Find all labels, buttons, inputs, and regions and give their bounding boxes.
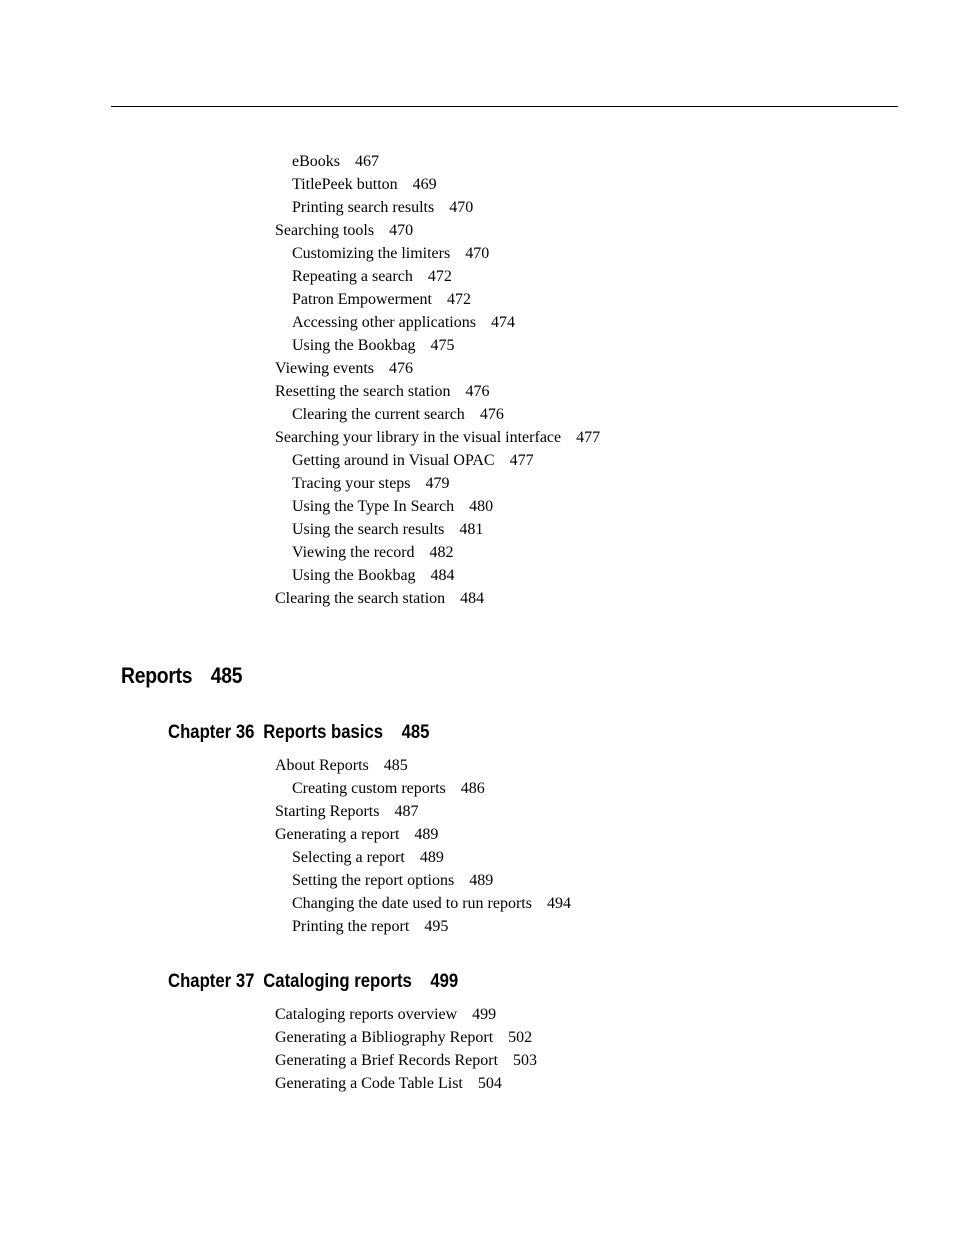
toc-entry-page: 477 — [576, 429, 601, 446]
part-heading[interactable] — [121, 662, 242, 690]
toc-entry[interactable] — [292, 497, 493, 517]
toc-entry-title: Clearing the search station — [275, 590, 446, 607]
toc-entry[interactable] — [275, 802, 418, 822]
toc-entry-page: 495 — [424, 918, 449, 935]
chapter-page: 485 — [401, 722, 430, 743]
toc-entry-title: Generating a Bibliography Report — [275, 1029, 494, 1046]
toc-entry[interactable] — [292, 779, 485, 799]
toc-entry-page: 472 — [446, 291, 471, 308]
toc-entry[interactable] — [275, 1028, 532, 1048]
toc-entry-title: Using the Type In Search — [292, 498, 455, 515]
chapter-heading[interactable] — [168, 721, 429, 745]
toc-entry-title: Getting around in Visual OPAC — [292, 452, 495, 469]
toc-entry-title: Using the search results — [292, 521, 445, 538]
toc-entry-page: 480 — [469, 498, 494, 515]
toc-entry-page: 487 — [394, 803, 419, 820]
toc-entry-page: 470 — [389, 222, 414, 239]
toc-entry-page: 476 — [479, 406, 504, 423]
toc-entry[interactable] — [292, 917, 448, 937]
toc-entry[interactable] — [292, 451, 534, 471]
toc-entry[interactable] — [292, 313, 515, 333]
toc-entry-title: Creating custom reports — [292, 780, 446, 797]
toc-entry-page: 485 — [383, 757, 408, 774]
toc-entry[interactable] — [275, 359, 413, 379]
toc-entry-title: Printing the report — [292, 918, 410, 935]
chapter-page: 499 — [430, 971, 459, 992]
toc-entry-title: Searching your library in the visual interface — [275, 429, 562, 446]
toc-entry-page: 476 — [389, 360, 414, 377]
toc-entry[interactable] — [292, 848, 444, 868]
toc-entry-title: Clearing the current search — [292, 406, 465, 423]
toc-entry-title: Tracing your steps — [292, 475, 411, 492]
chapter-number: Chapter 36 — [168, 722, 255, 743]
toc-entry-page: 477 — [509, 452, 534, 469]
toc-entry-page: 502 — [508, 1029, 533, 1046]
toc-entry[interactable] — [275, 589, 484, 609]
toc-entry-title: Selecting a report — [292, 849, 405, 866]
toc-entry-page: 499 — [472, 1006, 497, 1023]
toc-entry-page: 476 — [465, 383, 490, 400]
toc-entry[interactable] — [292, 244, 489, 264]
toc-entry[interactable] — [292, 543, 454, 563]
toc-entry-title: Generating a report — [275, 826, 400, 843]
toc-entry-page: 469 — [412, 176, 437, 193]
toc-entry-page: 474 — [490, 314, 515, 331]
toc-entry-title: Changing the date used to run reports — [292, 895, 532, 912]
toc-entry-title: Printing search results — [292, 199, 435, 216]
toc-entry-title: Using the Bookbag — [292, 337, 416, 354]
toc-entry[interactable] — [292, 175, 437, 195]
toc-entry-title: Accessing other applications — [292, 314, 476, 331]
toc-entry[interactable] — [292, 894, 571, 914]
toc-entry-page: 489 — [414, 826, 439, 843]
toc-entry[interactable] — [292, 405, 504, 425]
toc-entry-page: 503 — [513, 1052, 538, 1069]
toc-entry[interactable] — [292, 198, 473, 218]
toc-entry-title: Viewing the record — [292, 544, 415, 561]
toc-entry-page: 484 — [430, 567, 455, 584]
toc-entry-page: 504 — [477, 1075, 502, 1092]
toc-entry-page: 470 — [449, 199, 474, 216]
toc-entry-page: 486 — [460, 780, 485, 797]
toc-entry-page: 475 — [430, 337, 455, 354]
toc-entry-title: Patron Empowerment — [292, 291, 432, 308]
header-rule — [111, 106, 898, 107]
chapter-title: Cataloging reports — [263, 971, 412, 992]
toc-entry[interactable] — [292, 152, 379, 172]
toc-entry[interactable] — [292, 474, 450, 494]
toc-entry[interactable] — [292, 336, 455, 356]
toc-entry[interactable] — [275, 1005, 496, 1025]
toc-entry[interactable] — [275, 428, 600, 448]
toc-entry-title: Generating a Brief Records Report — [275, 1052, 499, 1069]
toc-entry[interactable] — [275, 382, 490, 402]
toc-entry-title: TitlePeek button — [292, 176, 398, 193]
part-title: Reports — [121, 663, 193, 688]
chapter-title: Reports basics — [263, 722, 384, 743]
toc-entry-title: Generating a Code Table List — [275, 1075, 463, 1092]
toc-entry[interactable] — [275, 221, 413, 241]
chapter-heading[interactable] — [168, 970, 458, 994]
toc-entry-title: Cataloging reports overview — [275, 1006, 458, 1023]
toc-entry-page: 484 — [460, 590, 485, 607]
toc-entry-page: 467 — [355, 153, 379, 170]
toc-entry-page: 482 — [429, 544, 454, 561]
toc-entry[interactable] — [275, 756, 408, 776]
toc-entry-title: Customizing the limiters — [292, 245, 451, 262]
toc-entry-title: Viewing events — [275, 360, 375, 377]
toc-entry[interactable] — [275, 1074, 502, 1094]
toc-entry-page: 470 — [465, 245, 490, 262]
toc-entry[interactable] — [292, 290, 471, 310]
toc-entry-page: 472 — [427, 268, 452, 285]
toc-entry-title: eBooks — [292, 153, 340, 170]
toc-entry-title: Repeating a search — [292, 268, 413, 285]
toc-entry[interactable] — [292, 520, 483, 540]
toc-entry-page: 489 — [469, 872, 494, 889]
toc-entry-title: Starting Reports — [275, 803, 380, 820]
toc-entry[interactable] — [292, 871, 493, 891]
chapter-number: Chapter 37 — [168, 971, 255, 992]
toc-entry-title: Using the Bookbag — [292, 567, 416, 584]
toc-entry-page: 494 — [546, 895, 571, 912]
toc-entry-page: 489 — [419, 849, 444, 866]
toc-entry[interactable] — [275, 1051, 537, 1071]
toc-entry-title: About Reports — [275, 757, 369, 774]
toc-entry-page: 479 — [425, 475, 450, 492]
toc-entry-page: 481 — [459, 521, 484, 538]
toc-entry-title: Resetting the search station — [275, 383, 451, 400]
toc-entry-title: Searching tools — [275, 222, 375, 239]
toc-entry-title: Setting the report options — [292, 872, 455, 889]
toc-entry[interactable] — [292, 566, 455, 586]
part-page: 485 — [210, 663, 243, 688]
toc-entry[interactable] — [292, 267, 452, 287]
toc-entry[interactable] — [275, 825, 438, 845]
